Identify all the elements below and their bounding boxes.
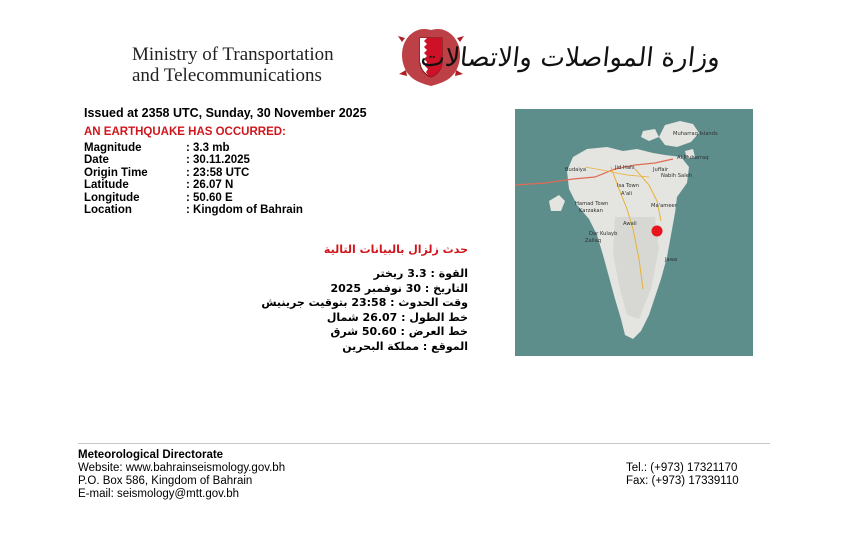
issued-timestamp: Issued at 2358 UTC, Sunday, 30 November 2025 <box>84 106 367 120</box>
footer-website[interactable]: Website: www.bahrainseismology.gov.bh <box>78 462 286 474</box>
map-label-isa-town: Isa Town <box>617 183 640 189</box>
arabic-report-line: التاريخ : 30 نوفمبر 2025 <box>330 281 468 295</box>
footer-fax: Fax: (+973) 17339110 <box>626 475 739 487</box>
detail-label: Date <box>84 154 109 167</box>
arabic-report-line: خط الطول : 26.07 شمال <box>326 310 468 324</box>
map-label-dar-kulayb: Dar Kulayb <box>589 231 618 237</box>
map-label-aali: A'ali <box>621 191 633 197</box>
arabic-report-title: حدث زلزال بالبيانات التالية <box>323 243 468 256</box>
ministry-name-english <box>132 44 394 86</box>
arabic-report-line: القوة : 3.3 ريختر <box>373 267 468 280</box>
detail-value: : Kingdom of Bahrain <box>186 204 303 216</box>
map-label-hamad-town: Hamad Town <box>575 201 609 207</box>
arabic-report-line: الموقع : مملكة البحرين <box>342 339 468 353</box>
map-label-budaiya: Budaiya <box>565 167 587 173</box>
map-label-nabih-saleh: Nabih Saleh <box>661 173 693 179</box>
ministry-name-line2: and Telecommunications <box>132 65 322 86</box>
detail-label: Magnitude <box>84 142 142 154</box>
footer-directorate: Meteorological Directorate <box>78 449 224 461</box>
map-label-maameer: Ma'ameer <box>651 203 677 209</box>
arabic-report <box>236 243 468 355</box>
map-label-jawa: Jawa <box>665 257 678 263</box>
detail-value: : 26.07 N <box>186 179 233 191</box>
footer-divider <box>78 443 770 444</box>
arabic-report-line: خط العرض : 50.60 شرق <box>330 325 468 339</box>
detail-label: Longitude <box>84 191 140 204</box>
map-label-juffair: Juffair <box>653 167 669 173</box>
map-label-al-muharraq: Al Muharraq <box>677 155 709 161</box>
arabic-report-line: وقت الحدوث : 23:58 بتوقيت جرينيش <box>261 296 468 310</box>
map-label-jid-hafs: Jid Hafs <box>615 165 635 171</box>
detail-label: Latitude <box>84 179 129 192</box>
footer-telephone: Tel.: (+973) 17321170 <box>626 462 738 474</box>
map-label-zallaq: Zallaq <box>585 238 602 244</box>
map-label-awali: Awali <box>623 221 637 227</box>
map-label-karzakan: Karzakan <box>579 208 603 214</box>
detail-value: : 23:58 UTC <box>186 167 249 179</box>
footer-po-box: P.O. Box 586, Kingdom of Bahrain <box>78 475 253 487</box>
footer-email[interactable]: E-mail: seismology@mtt.gov.bh <box>78 488 240 500</box>
map-label-muharraq-islands: Muharraq Islands <box>673 131 718 137</box>
epicenter-marker <box>652 226 663 237</box>
detail-value: : 3.3 mb <box>186 142 229 154</box>
detail-value: : 30.11.2025 <box>186 154 250 166</box>
earthquake-alert-heading: AN EARTHQUAKE HAS OCCURRED: <box>84 126 286 138</box>
detail-label: Origin Time <box>84 166 148 179</box>
epicenter-map <box>515 109 753 356</box>
ministry-name-line1: Ministry of Transportation <box>132 44 334 65</box>
ministry-name-arabic: وزارة المواصلات والاتصالات <box>419 43 722 73</box>
detail-label: Location <box>84 203 132 216</box>
detail-value: : 50.60 E <box>186 192 233 204</box>
